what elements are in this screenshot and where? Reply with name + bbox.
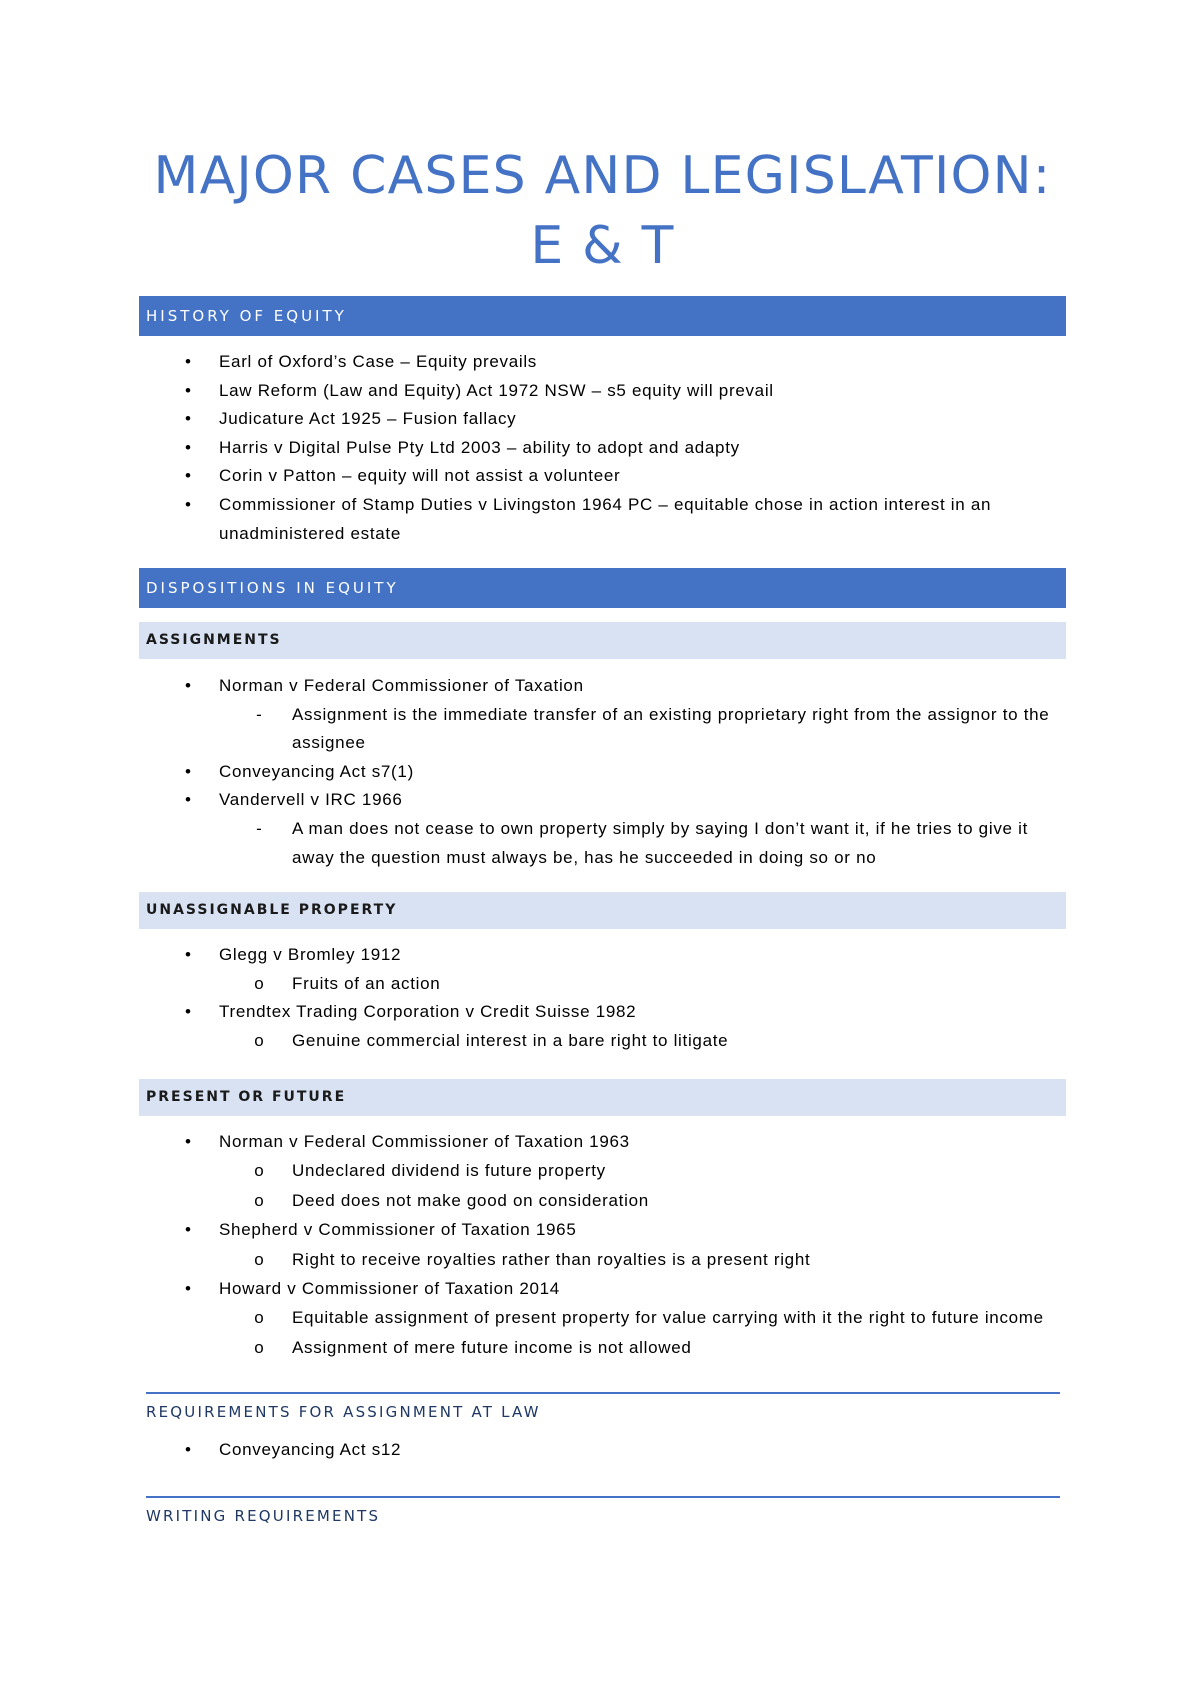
list-item <box>139 998 1066 1027</box>
list-item <box>139 1215 1066 1244</box>
sub-list-item <box>139 701 1066 758</box>
list-item <box>139 1274 1066 1303</box>
list-item-text: Earl of Oxford’s Case – Equity prevails <box>219 352 538 371</box>
sub-list-item-text: Assignment of mere future income is not allowed <box>292 1337 692 1357</box>
bullet-marker: • <box>185 761 191 781</box>
subsection-heading-writing-requirements: WRITING REQUIREMENTS <box>146 1496 1060 1526</box>
sub-list-item <box>139 815 1066 872</box>
subsection-heading-requirements-for-assignment-at-law: REQUIREMENTS FOR ASSIGNMENT AT LAW <box>146 1392 1060 1422</box>
list-item <box>139 491 1066 548</box>
circle-marker: o <box>254 1030 264 1050</box>
page-title-line-1: MAJOR CASES AND LEGISLATION: <box>153 146 1052 206</box>
sub-list-item-text-line: A man does not cease to own property simply by saying I don’t want it, if he tries to give it <box>292 818 1028 838</box>
page-title <box>139 141 1066 281</box>
list-item-text: Law Reform (Law and Equity) Act 1972 NSW – s5 equity will prevail <box>219 380 774 400</box>
unassignable-property-list <box>139 941 1066 1055</box>
list-item-text: Corin v Patton – equity will not assist a volunteer <box>219 466 621 486</box>
sub-list-item-text: Fruits of an action <box>292 973 441 993</box>
subsection-heading-assignments: ASSIGNMENTS <box>139 622 1066 659</box>
list-item-text: Harris v Digital Pulse Pty Ltd 2003 – ability to adopt and adapty <box>219 437 740 457</box>
sub-list-item-text: Undeclared dividend is future property <box>292 1161 606 1181</box>
list-item-text-line: Commissioner of Stamp Duties v Livingston 1964 PC – equitable chose in action interest in an <box>219 494 992 514</box>
sub-list-item <box>139 1333 1066 1362</box>
list-item-text: Norman v Federal Commissioner of Taxation <box>219 676 584 695</box>
circle-marker: o <box>254 1337 264 1357</box>
history-of-equity-list <box>139 348 1066 548</box>
circle-marker: o <box>254 973 264 993</box>
list-item <box>139 1127 1066 1156</box>
list-item-text: Trendtex Trading Corporation v Credit Suisse 1982 <box>219 1002 637 1022</box>
sub-list-item <box>139 970 1066 999</box>
subsection-heading-unassignable-property: UNASSIGNABLE PROPERTY <box>139 892 1066 929</box>
bullet-marker: • <box>185 676 191 695</box>
list-item <box>139 377 1066 406</box>
sub-list-item <box>139 1027 1066 1056</box>
sub-list-item-text-line: away the question must always be, has he succeeded in doing so or no <box>292 847 877 867</box>
list-item-text: Glegg v Bromley 1912 <box>219 945 402 964</box>
list-item-text: Shepherd v Commissioner of Taxation 1965 <box>219 1220 577 1240</box>
list-item-text: Judicature Act 1925 – Fusion fallacy <box>219 409 517 429</box>
bullet-marker: • <box>185 409 191 429</box>
bullet-marker: • <box>185 1279 191 1299</box>
circle-marker: o <box>254 1249 264 1269</box>
list-item <box>139 434 1066 463</box>
list-item-text: Howard v Commissioner of Taxation 2014 <box>219 1279 560 1299</box>
list-item <box>139 348 1066 377</box>
sub-list-item-text-line: assignee <box>292 733 366 753</box>
bullet-marker: • <box>185 352 191 371</box>
list-item <box>139 462 1066 491</box>
list-item-text: Norman v Federal Commissioner of Taxation 1963 <box>219 1132 630 1151</box>
circle-marker: o <box>254 1190 264 1210</box>
bullet-marker: • <box>185 466 191 486</box>
bullet-marker: • <box>185 437 191 457</box>
bullet-marker: • <box>185 380 191 400</box>
present-or-future-list <box>139 1127 1066 1362</box>
bullet-marker: • <box>185 494 191 514</box>
sub-list-item <box>139 1156 1066 1185</box>
list-item <box>139 758 1066 787</box>
sub-list-item-text-line: Assignment is the immediate transfer of an existing proprietary right from the assignor to the <box>292 704 1050 724</box>
subsection-heading-present-or-future: PRESENT OR FUTURE <box>139 1079 1066 1116</box>
list-item-text: Conveyancing Act s7(1) <box>219 761 414 781</box>
sub-list-item-text: Deed does not make good on consideration <box>292 1190 649 1210</box>
list-item-text-line: unadministered estate <box>219 523 401 543</box>
bullet-marker: • <box>185 1132 191 1151</box>
bullet-marker: • <box>185 790 191 810</box>
bullet-marker: • <box>185 1220 191 1240</box>
list-item <box>139 941 1066 970</box>
sub-list-item-text: Equitable assignment of present property for value carrying with it the right to future income <box>292 1308 1044 1328</box>
bullet-marker: • <box>185 1440 191 1459</box>
requirements-for-assignment-list <box>139 1436 1066 1465</box>
list-item <box>139 672 1066 701</box>
list-item <box>139 1436 1066 1465</box>
dash-marker: - <box>256 704 262 724</box>
bullet-marker: • <box>185 945 191 964</box>
sub-list-item <box>139 1186 1066 1215</box>
sub-list-item-text: Right to receive royalties rather than royalties is a present right <box>292 1249 811 1269</box>
list-item-text: Vandervell v IRC 1966 <box>219 790 403 810</box>
bullet-marker: • <box>185 1002 191 1022</box>
section-heading-dispositions-in-equity: DISPOSITIONS IN EQUITY <box>139 568 1066 608</box>
sub-list-item <box>139 1303 1066 1332</box>
circle-marker: o <box>254 1161 264 1181</box>
sub-list-item-text: Genuine commercial interest in a bare right to litigate <box>292 1030 729 1050</box>
circle-marker: o <box>254 1308 264 1328</box>
sub-list-item <box>139 1245 1066 1274</box>
list-item <box>139 786 1066 815</box>
list-item-text: Conveyancing Act s12 <box>219 1440 402 1459</box>
assignments-list <box>139 672 1066 872</box>
page-title-line-2: E & T <box>530 216 675 276</box>
dash-marker: - <box>256 818 262 838</box>
list-item <box>139 405 1066 434</box>
section-heading-history-of-equity: HISTORY OF EQUITY <box>139 296 1066 336</box>
